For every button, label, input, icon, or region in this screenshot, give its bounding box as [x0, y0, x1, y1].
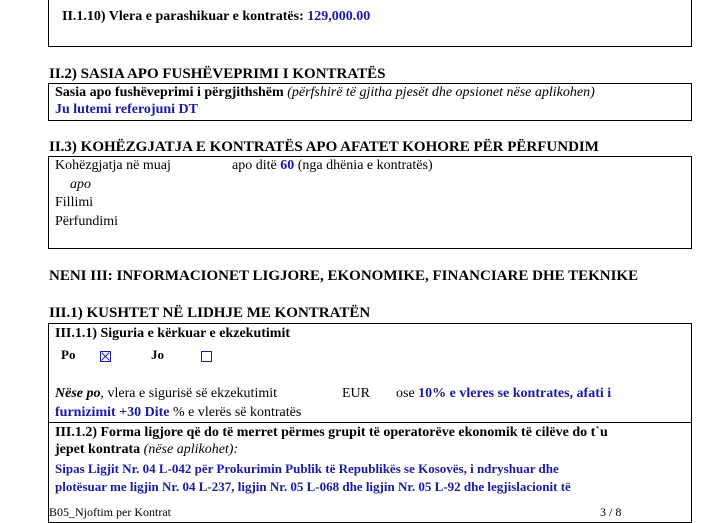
contract-value-row — [62, 9, 370, 25]
scope-line — [55, 85, 595, 101]
duration-months-label: Kohëzgjatja në muaj — [55, 158, 171, 173]
legal-form-title: III.1.2) Forma ligjore që do të merret përmes grupit të operatorëve ekonomik të cilëve do t`u — [55, 425, 608, 440]
section-heading-duration: II.3) KOHËZGJATJA E KONTRATËS APO AFATET KOHORE PËR PËRFUNDIM — [49, 139, 599, 155]
guarantee-or: ose — [396, 386, 415, 401]
duration-days-suffix: (nga dhënia e kontratës) — [297, 158, 433, 173]
guarantee-yes-label: Po — [61, 347, 76, 362]
contract-value: 129,000.00 — [307, 9, 371, 24]
duration-days-value: 60 — [280, 158, 295, 173]
contract-value-label: II.1.10) Vlera e parashikuar e kontratës: — [62, 9, 304, 24]
legal-form-body-1: Sipas Ligjit Nr. 04 L-042 për Prokurimin Publik të Republikës se Kosovës, i ndryshuar dhe — [55, 461, 559, 476]
guarantee-text-line1 — [55, 386, 277, 402]
scope-note: (përfshirë të gjitha pjesët dhe opsionet nëse aplikohen) — [287, 85, 595, 100]
conditions-divider — [48, 422, 692, 423]
guarantee-title: III.1.1) Siguria e kërkuar e ekzekutimit — [55, 326, 291, 341]
guarantee-yes-checkbox[interactable] — [100, 351, 111, 362]
duration-days-prefix: apo ditë — [232, 158, 277, 173]
footer-left: B05_Njoftim per Kontrat — [49, 505, 171, 519]
guarantee-currency: EUR — [342, 386, 370, 401]
legal-form-title-line2 — [55, 442, 238, 458]
article-heading: NENI III: INFORMACIONET LIGJORE, EKONOMIKE, FINANCIARE DHE TEKNIKE — [49, 268, 639, 284]
guarantee-if-yes: Nëse po — [55, 386, 101, 401]
guarantee-value-2: furnizimit +30 Dite — [55, 405, 170, 420]
legal-form-body-2: plotësuar me ligjin Nr. 04 L-237, ligjin Nr. 05 L-068 dhe ligjin Nr. 05 L-92 dhe legjislacionit të — [55, 479, 571, 494]
guarantee-no-label: Jo — [151, 347, 164, 362]
duration-end-label: Përfundimi — [55, 214, 118, 229]
duration-start-label: Fillimi — [55, 195, 94, 210]
duration-or: apo — [70, 177, 91, 192]
guarantee-no-checkbox[interactable] — [201, 351, 212, 362]
scope-label: Sasia apo fushëveprimi i përgjithshëm — [55, 85, 284, 100]
legal-form-note: (nëse aplikohet): — [143, 442, 239, 457]
section-heading-scope: II.2) SASIA APO FUSHËVEPRIMI I KONTRATËS — [49, 66, 386, 82]
guarantee-text-mid: , vlera e sigurisë së ekzekutimit — [100, 386, 277, 401]
scope-reference: Ju lutemi referojuni DT — [55, 102, 198, 117]
legal-form-title-2: jepet kontrata — [55, 442, 141, 457]
guarantee-tail: % e vlerës së kontratës — [173, 405, 302, 420]
duration-days-row — [232, 158, 433, 174]
guarantee-or-line — [396, 386, 611, 402]
guarantee-value-1: 10% e vleres se kontrates, afati i — [418, 386, 612, 401]
section-heading-conditions: III.1) KUSHTET NË LIDHJE ME KONTRATËN — [49, 305, 371, 321]
guarantee-text-line2 — [55, 405, 301, 421]
footer-page-number: 3 / 8 — [600, 505, 622, 519]
